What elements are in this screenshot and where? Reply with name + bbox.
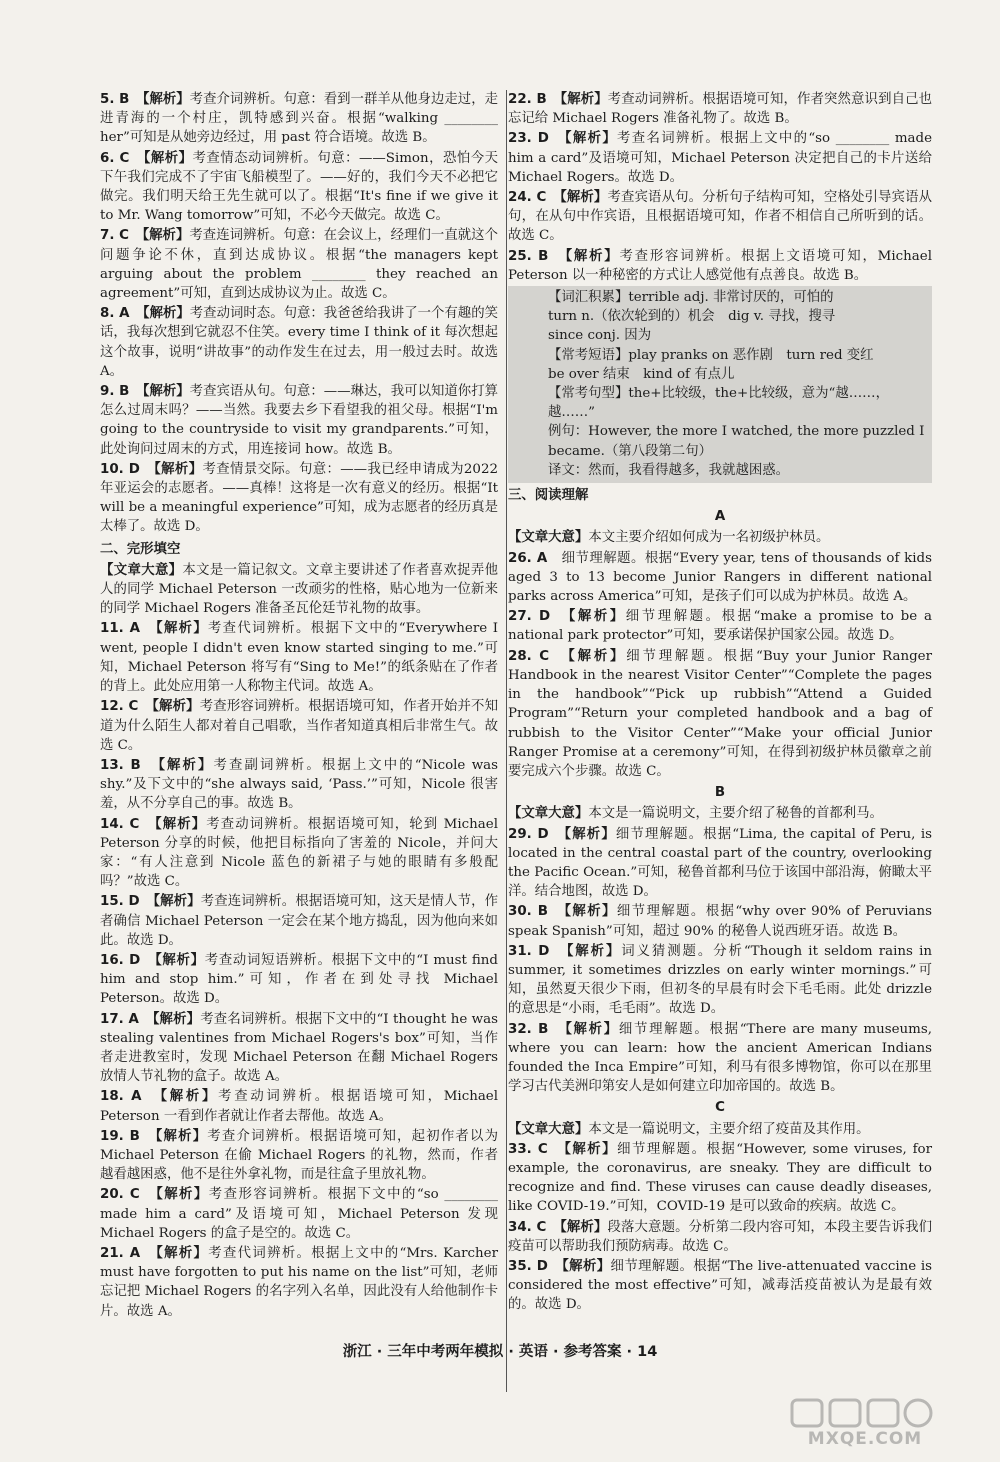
analysis-text: 考查动词辨析。根据语境可知，轮到 Michael Peterson 分享的时候，他把目标指向了害羞的 Nicole，并问大家：“有人注意到 Nicole 蓝色的新裙子与她的眼睛有多般配吗？”故选 C。 [100, 816, 498, 890]
analysis-text: 考查动词辨析。根据语境可知，作者突然意识到自己也忘记给 Michael Rogers 准备礼物了。故选 B。 [508, 92, 933, 127]
analysis-text: 细节理解题。根据“why over 90% of Peruvians speak Spanish”可知，超过 90% 的秘鲁人说西班牙语。故选 B。 [508, 904, 932, 939]
analysis-tag: 【解析】 [562, 1257, 611, 1274]
vocabulary-line: be over 结束 kind of 有点儿 [548, 366, 735, 382]
analysis-text: 词义猜测题。分析“Though it seldom rains in summer, it sometimes drizzles on early winter mornings.”可知，虽然夏天很少下雨，但初冬的早晨有时会下毛毛雨。此处 drizzle 的意思是“小雨，毛毛雨”。故选 D。 [508, 943, 933, 1017]
analysis-text: 细节理解题。根据“Buy your Junior Ranger Handbook in the nearest Visitor Center”“Complete the pages in the handbook”“Pick up rubbish”“Attend a Guided Program”“Return your completed handbook and a bag of rubbish to the Visitor Center”“Make your official Junior Ranger Promise at a ceremony”可知，在得到初级护林员徽章之前要完成六个步骤。故选 C。 [508, 648, 933, 779]
vocabulary-line: 【词汇积累】terrible adj. 非常讨厌的，可怕的 [548, 290, 834, 306]
answer-item [100, 1244, 498, 1321]
analysis-tag: 【解析】 [560, 1218, 608, 1235]
article-summary [100, 561, 498, 619]
answer-item [100, 226, 498, 303]
summary-tag: 【文章大意】 [100, 561, 183, 578]
answer-item [508, 1218, 932, 1256]
question-number: 10. D [100, 461, 140, 477]
answer-item [100, 1010, 498, 1087]
analysis-tag: 【解析】 [142, 227, 190, 244]
analysis-tag: 【解析】 [142, 305, 190, 322]
analysis-text: 考查动词短语辨析。根据下文中的“I must find him and stop him.”可知，作者在到处寻找 Michael Peterson。故选 D。 [100, 952, 498, 1007]
answer-item [508, 825, 932, 902]
question-number: 15. D [100, 894, 140, 910]
answer-item [508, 129, 932, 187]
vocabulary-line: 【常考短语】play pranks on 恶作剧 turn red 变红 [548, 347, 874, 363]
question-number: 14. C [100, 816, 140, 832]
summary-text: 本文是一篇说明文，主要介绍了疫苗及其作用。 [588, 1121, 870, 1137]
analysis-tag: 【解析】 [152, 1010, 201, 1027]
vocabulary-box [508, 286, 932, 483]
answer-item [508, 942, 932, 1019]
analysis-tag: 【解析】 [142, 91, 190, 107]
summary-tag: 【文章大意】 [508, 1120, 589, 1137]
question-number: 8. A [100, 306, 130, 322]
analysis-text: 考查名词辨析。根据上文中的“so ________ made him a card”及语境可知，Michael Peterson 决定把自己的卡片送给 Michael Rogers。故选 D。 [508, 131, 933, 185]
question-number: 25. B [508, 248, 549, 264]
answer-item [508, 1257, 932, 1315]
analysis-text: 细节理解题。根据“Every year, tens of thousands of kids aged 3 to 13 become Junior Rangers in different national parks across America”可知，是孩子们可以成为护林员。故选 A。 [508, 550, 933, 605]
question-number: 23. D [508, 131, 549, 147]
analysis-text: 考查形容词辨析。根据上文语境可知，Michael Peterson 以一种秘密的方式让人感觉他有点善良。故选 B。 [508, 248, 932, 283]
question-number: 13. B [100, 757, 141, 773]
analysis-text: 考查形容词辨析。根据下文中的“so ________ made him a card”及语境可知，Michael Peterson 发现 Michael Rogers 的盒子是空的。故选 C。 [100, 1187, 498, 1241]
analysis-tag: 【解析】 [156, 620, 208, 637]
question-number: 33. C [508, 1141, 548, 1157]
analysis-tag: 【解析】 [560, 189, 608, 206]
analysis-text: 考查宾语从句。句意：——琳达，我可以知道你打算怎么过周末吗？——当然。我要去乡下看望我的祖父母。根据“I'm going to the countryside to visit my grandparents.”可知，此处询问过周末的方式，用连接词 how。故选 B。 [100, 384, 499, 457]
analysis-text: 考查情态动词辨析。句意：——Simon，恐怕今天下午我们完成不了宇宙飞船模型了。——好的，我们今天不必把它做完。我们明天给王先生就可以了。根据“It's fine if we give it to Mr. Wang tomorrow”可知，不必今天做完。故选 C。 [100, 150, 498, 224]
analysis-text: 考查代词辨析。根据下文中的“Everywhere I went, people I didn't even know started singing to me.”可知，Michael Peterson 将写有“Sing to Me!”的纸条贴在了作者的背上。此处应用第一人称物主代词。故选 A。 [100, 621, 498, 695]
question-number: 19. B [100, 1128, 140, 1144]
answer-item [508, 90, 932, 128]
answer-item [100, 892, 498, 950]
analysis-text: 考查形容词辨析。根据语境可知，作者开始并不知道为什么陌生人都对着自己唱歌，当作者知道真相后非常生气。故选 C。 [100, 699, 499, 753]
answer-logo-icon [790, 1397, 940, 1429]
analysis-tag: 【解析】 [155, 951, 205, 968]
analysis-text: 考查名词辨析。根据下文中的“I thought he was stealing valentines from Michael Rogers's box”可知，当作者走进教室时，发现 Michael Peterson 在翻 Michael Rogers 放情人节礼物的盒子。故选 A。 [100, 1011, 499, 1085]
question-number: 27. D [508, 609, 551, 625]
vocabulary-line: since conj. 因为 [548, 328, 652, 344]
answer-item [508, 1140, 932, 1217]
question-number: 21. A [100, 1245, 141, 1261]
question-number: 34. C [508, 1219, 547, 1235]
analysis-tag: 【解析】 [565, 247, 620, 264]
vocabulary-line: turn n.（依次轮到的）机会 dig v. 寻找，搜寻 [548, 309, 836, 325]
watermark [770, 1395, 960, 1451]
analysis-tag: 【解析】 [154, 460, 203, 477]
analysis-text: 考查动词辨析。根据语境可知，Michael Peterson 一看到作者就让作者去帮他。故选 A。 [100, 1089, 499, 1124]
answer-item [100, 697, 498, 755]
question-number: 18. A [100, 1089, 142, 1105]
analysis-tag: 【解析】 [160, 1088, 219, 1105]
analysis-text: 考查连词辨析。句意：在会议上，经理们一直就这个问题争论不休，直到达成协议。根据“the managers kept arguing about the problem ________ they reached an agreement”可知，直到达成协议为止。故选 C。 [100, 228, 498, 302]
question-number: 31. D [508, 943, 550, 959]
article-summary [508, 804, 932, 823]
question-number: 12. C [100, 699, 139, 715]
analysis-text: 段落大意题。分析第二段内容可知，本段主要告诉我们疫苗可以帮助我们预防病毒。故选 C。 [508, 1219, 933, 1254]
analysis-text: 考查动词时态。句意：我爸爸给我讲了一个有趣的笑话，我每次想到它就忍不住笑。every time I think of it 每次想起这个故事，说明“讲故事”的动作发生在过去，用一般过去时。故选 A。 [100, 306, 499, 379]
analysis-text: 考查连词辨析。根据语境可知，这天是情人节，作者确信 Michael Peterson 一定会在某个地方捣乱，因为他向来如此。故选 D。 [100, 894, 499, 948]
summary-tag: 【文章大意】 [508, 529, 589, 546]
column-divider [506, 90, 507, 1392]
analysis-text: 考查宾语从句。分析句子结构可知，空格处引导宾语从句，在从句中作宾语，且根据语境可知，作者不相信自己所听到的话。故选 C。 [508, 190, 933, 244]
analysis-tag: 【解析】 [143, 149, 193, 166]
two-column-body [100, 90, 932, 1420]
question-number: 7. C [100, 228, 129, 244]
analysis-text: 细节理解题。根据“The live-attenuated vaccine is considered the most effective”可知，减毒活疫苗被认为是最有效的。故选 D。 [508, 1258, 933, 1313]
analysis-text: 考查代词辨析。根据上文中的“Mrs. Karcher must have forgotten to put his name on the list”可知，老师忘记把 Michael Rogers 的名字列入名单，因此没有人给他制作卡片。故选 A。 [100, 1245, 499, 1319]
question-number: 5. B [100, 92, 130, 107]
question-number: 35. D [508, 1258, 548, 1274]
answer-item [508, 647, 932, 781]
article-summary [508, 1120, 932, 1139]
answer-item [508, 247, 932, 285]
analysis-tag: 【解析】 [568, 608, 626, 625]
answer-item [508, 549, 932, 607]
analysis-tag: 【解析】 [154, 815, 207, 832]
analysis-text: 细节理解题。根据“Lima, the capital of Peru, is located in the central coastal part of the country, overlooking the Pacific Ocean.”可知，秘鲁首都利马位于该国中部沿海，俯瞰太平洋。结合地图，故选 D。 [508, 826, 932, 900]
analysis-text: 考查副词辨析。根据上文中的“Nicole was shy.”及下文中的“she always said, ‘Pass.’”可知，Nicole 很害羞，从不分享自己的事。故选 B。 [100, 757, 499, 812]
answer-item [100, 815, 498, 892]
question-number: 28. C [508, 648, 550, 664]
left-column [100, 90, 498, 1420]
section-heading: 二、完形填空 [100, 541, 181, 557]
question-number: 32. B [508, 1021, 549, 1037]
answer-item [100, 1127, 498, 1185]
analysis-tag: 【解析】 [564, 825, 616, 842]
analysis-tag: 【解析】 [568, 647, 627, 664]
summary-text: 本文是一篇说明文，主要介绍了秘鲁的首都利马。 [588, 806, 883, 822]
question-number: 9. B [100, 384, 130, 400]
analysis-tag: 【解析】 [565, 1020, 619, 1037]
analysis-text: 考查介词辨析。根据语境可知，起初作者以为 Michael Peterson 在偷 Michael Rogers 的礼物，然而，作者越看越困惑，他不是往外拿礼物，而是往盒子里放礼物。 [100, 1128, 499, 1183]
answer-item [508, 188, 932, 246]
watermark-text: MXQE.COM [807, 1429, 923, 1449]
analysis-text: 考查情景交际。句意：——我已经申请成为2022 年亚运会的志愿者。——真棒！这将是一次有意义的经历。根据“It will be a meaningful experience”可知，成为志愿者的经历真是太棒了。故选 D。 [100, 461, 498, 535]
question-number: 20. C [100, 1187, 140, 1203]
vocabulary-line: 译文：然而，我看得越多，我就越困惑。 [548, 462, 790, 478]
answer-item [508, 607, 932, 645]
vocabulary-line: 【常考句型】the+比较级，the+比较级，意为“越……，越……” [548, 386, 889, 421]
analysis-text: 细节理解题。根据“However, some viruses, for example, the coronavirus, are sneaky. They are difficult to recognize and find. These viruses can cause deadly diseases, like COVID-19.”可知，COVID-19 是可以致命的疾病。故选 C。 [508, 1141, 932, 1215]
answer-item [508, 902, 932, 940]
page-footer: 浙江 · 三年中考两年模拟 · 英语 · 参考答案 · 14 [342, 1344, 658, 1360]
vocabulary-line: 例句：However, the more I watched, the more puzzled I became.（第八段第二句） [548, 424, 925, 459]
analysis-tag: 【解析】 [142, 383, 190, 400]
analysis-tag: 【解析】 [566, 942, 622, 959]
answer-item [100, 619, 498, 696]
question-number: 26. A [508, 550, 548, 566]
passage-label: B [714, 785, 726, 801]
answer-item [100, 756, 498, 814]
article-summary [508, 528, 932, 547]
analysis-tag: 【解析】 [560, 91, 608, 107]
answer-item [100, 304, 498, 381]
answer-item [100, 1087, 498, 1125]
section-heading: 三、阅读理解 [508, 488, 589, 504]
question-number: 6. C [100, 150, 130, 166]
answer-item [100, 149, 498, 226]
analysis-text: 细节理解题。根据“There are many museums, where you can learn: how the ancient American Indians founded the Inca Empire”可知，利马有很多博物馆，你可以在那里学习古代美洲印第安人是如何建立印加帝国的。故选 B。 [508, 1021, 933, 1095]
answer-item [100, 1185, 498, 1243]
answer-item [508, 1020, 932, 1097]
answer-item [100, 382, 498, 459]
answer-item [100, 90, 498, 148]
analysis-tag: 【解析】 [156, 1186, 209, 1203]
summary-text: 本文主要介绍如何成为一名初级护林员。 [588, 530, 830, 546]
analysis-tag: 【解析】 [153, 893, 201, 910]
question-number: 17. A [100, 1011, 139, 1027]
analysis-tag: 【解析】 [564, 130, 618, 147]
analysis-tag: 【解析】 [155, 1127, 208, 1144]
question-number: 24. C [508, 190, 547, 206]
answer-item [100, 951, 498, 1009]
passage-label: C [715, 1100, 725, 1116]
analysis-tag: 【解析】 [156, 1244, 209, 1261]
question-number: 29. D [508, 826, 549, 842]
analysis-text: 考查介词辨析。句意：看到一群羊从他身边走过，走进青海的一个村庄，凯特感到兴奋。根据“walking ________ her”可知是从她旁边经过，用 past 符合语境。故选 B。 [100, 92, 499, 146]
question-number: 22. B [508, 92, 547, 107]
question-number: 30. B [508, 904, 549, 920]
summary-text: 本文是一篇记叙文。文章主要讲述了作者喜欢捉弄他人的同学 Michael Peterson 一改顽劣的性格，贴心地为一位新来的同学 Michael Rogers 准备圣瓦伦廷节礼物的故事。 [100, 562, 499, 617]
analysis-tag: 【解析】 [564, 903, 617, 920]
passage-label: A [714, 509, 726, 525]
right-column [508, 90, 932, 1420]
answer-item [100, 460, 498, 537]
analysis-text: 细节理解题。根据“make a promise to be a national park protector”可知，要承诺保护国家公园。故选 D。 [508, 609, 932, 644]
question-number: 11. A [100, 621, 141, 637]
analysis-tag: 【解析】 [564, 1140, 618, 1157]
summary-tag: 【文章大意】 [508, 805, 589, 822]
analysis-tag: 【解析】 [152, 698, 200, 715]
question-number: 16. D [100, 952, 141, 968]
analysis-tag: 【解析】 [158, 756, 214, 773]
